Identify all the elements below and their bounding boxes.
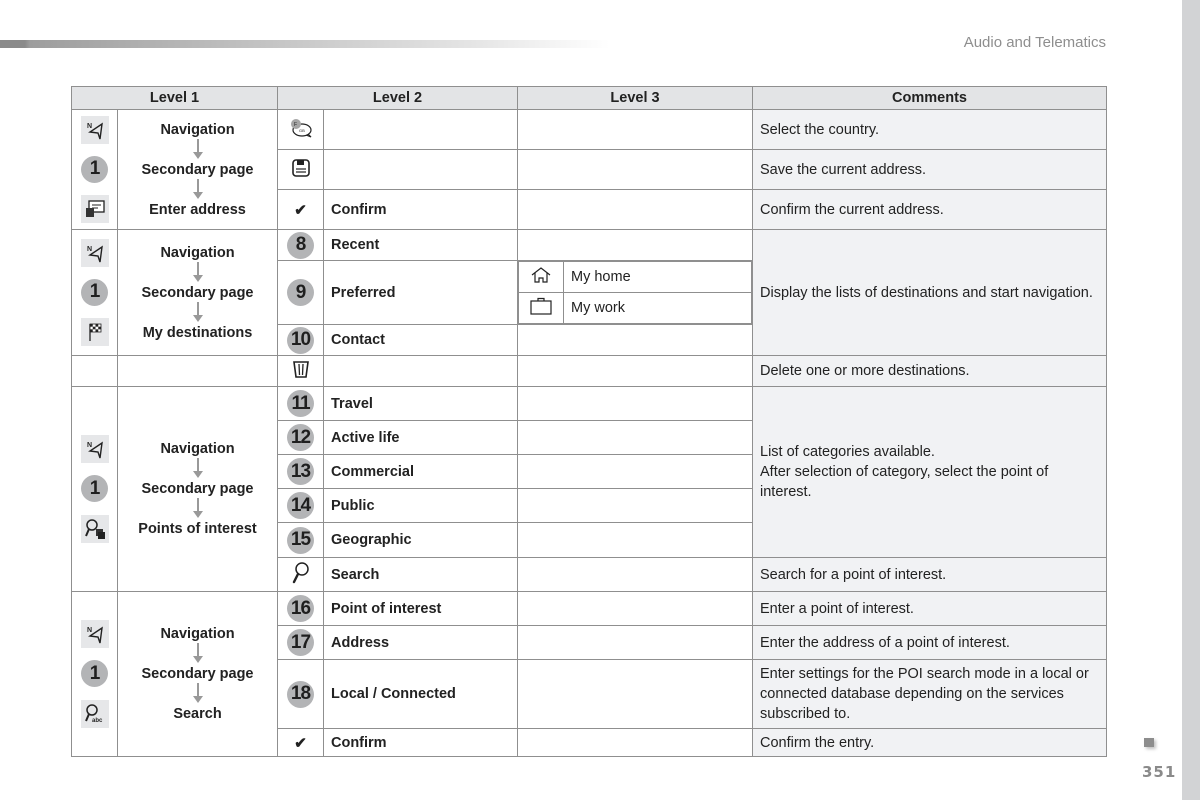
level2-icon-cell bbox=[278, 729, 324, 757]
comment-cell: Delete one or more destinations. bbox=[753, 356, 1107, 387]
level3-cell bbox=[518, 190, 753, 230]
level2-icon-cell bbox=[278, 489, 324, 523]
level2-label: Confirm bbox=[324, 729, 518, 757]
level2-icon-cell bbox=[278, 110, 324, 150]
briefcase-icon bbox=[519, 293, 564, 324]
page-edge-band bbox=[1182, 0, 1200, 800]
level2-icon-cell bbox=[278, 421, 324, 455]
navigation-compass-icon bbox=[81, 620, 109, 648]
level2-label: Local / Connected bbox=[324, 660, 518, 729]
trash-icon bbox=[292, 359, 310, 379]
level2-icon-cell bbox=[278, 558, 324, 592]
checkmark-icon: ✔ bbox=[294, 201, 307, 219]
level3-cell bbox=[518, 626, 753, 660]
table-row bbox=[72, 230, 1107, 261]
level3-cell bbox=[518, 261, 753, 325]
level1-icons bbox=[72, 110, 118, 230]
level3-cell bbox=[518, 110, 753, 150]
table-row bbox=[72, 356, 1107, 387]
level2-icon-cell bbox=[278, 387, 324, 421]
step-points-of-interest: Points of interest bbox=[138, 521, 257, 537]
column-header-level2: Level 2 bbox=[278, 87, 518, 110]
header-gradient-bar bbox=[0, 40, 610, 48]
number-badge: 13 bbox=[287, 458, 314, 485]
home-icon bbox=[519, 262, 564, 293]
level2-icon-cell bbox=[278, 626, 324, 660]
arrow-down-icon bbox=[193, 179, 203, 201]
number-badge: 17 bbox=[287, 629, 314, 656]
step-secondary-page: Secondary page bbox=[141, 284, 254, 301]
level3-cell bbox=[518, 455, 753, 489]
comment-cell: Enter a point of interest. bbox=[753, 592, 1107, 626]
comment-cell: Enter settings for the POI search mode in a local or connected database depending on the services subscribed to. bbox=[753, 660, 1107, 729]
step-my-destinations: My destinations bbox=[142, 324, 253, 341]
level3-cell bbox=[518, 150, 753, 190]
arrow-down-icon bbox=[193, 683, 203, 705]
level2-label: Travel bbox=[324, 387, 518, 421]
navigation-compass-icon bbox=[81, 116, 109, 144]
svg-text:N: N bbox=[86, 442, 92, 450]
level2-icon-cell bbox=[278, 190, 324, 230]
level2-label: Address bbox=[324, 626, 518, 660]
level3-cell bbox=[518, 729, 753, 757]
step-navigation: Navigation bbox=[160, 244, 235, 261]
number-badge: 10 bbox=[287, 327, 314, 354]
level3-cell bbox=[518, 387, 753, 421]
number-badge: 1 bbox=[81, 156, 108, 183]
level2-label: Geographic bbox=[324, 523, 518, 558]
level3-cell bbox=[518, 592, 753, 626]
level2-label: Preferred bbox=[324, 261, 518, 325]
navigation-compass-icon bbox=[81, 435, 109, 463]
step-secondary-page: Secondary page bbox=[141, 481, 254, 497]
comment-cell: Enter the address of a point of interest. bbox=[753, 626, 1107, 660]
level3-sublist bbox=[518, 261, 752, 324]
number-badge: 15 bbox=[287, 527, 314, 554]
level3-cell bbox=[518, 489, 753, 523]
floppy-save-icon bbox=[291, 158, 311, 178]
svg-text:abc: abc bbox=[91, 717, 102, 724]
level2-label: Commercial bbox=[324, 455, 518, 489]
level2-icon-cell bbox=[278, 325, 324, 356]
svg-text:F: F bbox=[293, 121, 297, 128]
level1-path bbox=[118, 387, 278, 592]
number-badge: 18 bbox=[287, 681, 314, 708]
number-badge: 9 bbox=[287, 279, 314, 306]
column-header-comments: Comments bbox=[753, 87, 1107, 110]
step-secondary-page: Secondary page bbox=[141, 161, 254, 178]
level2-icon-cell bbox=[278, 660, 324, 729]
column-header-level3: Level 3 bbox=[518, 87, 753, 110]
step-navigation: Navigation bbox=[160, 441, 235, 457]
level1-icons bbox=[72, 387, 118, 592]
checkered-flag-icon bbox=[81, 318, 109, 346]
step-navigation: Navigation bbox=[160, 121, 235, 138]
menu-table bbox=[71, 86, 1107, 757]
arrow-down-icon bbox=[193, 262, 203, 284]
number-badge: 1 bbox=[81, 660, 108, 687]
level2-icon-cell bbox=[278, 150, 324, 190]
level2-label bbox=[324, 110, 518, 150]
svg-text:N: N bbox=[86, 245, 92, 253]
level2-label: Point of interest bbox=[324, 592, 518, 626]
step-search: Search bbox=[173, 706, 222, 722]
level2-label: Public bbox=[324, 489, 518, 523]
level1-icons-empty bbox=[72, 356, 118, 387]
number-badge: 1 bbox=[81, 279, 108, 306]
poi-search-icon bbox=[81, 515, 109, 543]
level2-label: Confirm bbox=[324, 190, 518, 230]
arrow-down-icon bbox=[193, 302, 203, 324]
number-badge: 1 bbox=[81, 475, 108, 502]
svg-text:GB: GB bbox=[298, 127, 305, 133]
level1-path bbox=[118, 592, 278, 757]
arrow-down-icon bbox=[193, 643, 203, 665]
level3-cell bbox=[518, 230, 753, 261]
comment-cell: Confirm the current address. bbox=[753, 190, 1107, 230]
section-title: Audio and Telematics bbox=[963, 34, 1106, 51]
level2-icon-cell bbox=[278, 455, 324, 489]
level3-cell bbox=[518, 325, 753, 356]
level2-icon-cell bbox=[278, 261, 324, 325]
step-navigation: Navigation bbox=[160, 626, 235, 642]
arrow-down-icon bbox=[193, 139, 203, 161]
level2-icon-cell bbox=[278, 356, 324, 387]
level1-path bbox=[118, 110, 278, 230]
number-badge: 14 bbox=[287, 492, 314, 519]
level1-icons bbox=[72, 230, 118, 356]
level2-label: Search bbox=[324, 558, 518, 592]
step-enter-address: Enter address bbox=[149, 201, 246, 218]
comment-cell: Save the current address. bbox=[753, 150, 1107, 190]
list-item bbox=[519, 262, 752, 293]
table-row bbox=[72, 592, 1107, 626]
table-row bbox=[72, 110, 1107, 150]
navigation-compass-icon bbox=[81, 239, 109, 267]
level3-label: My home bbox=[564, 262, 752, 293]
level3-cell bbox=[518, 356, 753, 387]
checkmark-icon: ✔ bbox=[294, 734, 307, 752]
comment-cell: Display the lists of destinations and start navigation. bbox=[753, 230, 1107, 356]
level1-path bbox=[118, 230, 278, 356]
magnifier-icon bbox=[291, 561, 311, 585]
level2-label: Active life bbox=[324, 421, 518, 455]
level2-icon-cell bbox=[278, 523, 324, 558]
number-badge: 16 bbox=[287, 595, 314, 622]
table-header-row bbox=[72, 87, 1107, 110]
page-marker bbox=[1144, 738, 1154, 747]
step-secondary-page: Secondary page bbox=[141, 666, 254, 682]
comment-line: List of categories available. bbox=[760, 444, 935, 460]
arrow-down-icon bbox=[193, 458, 203, 480]
comment-cell: Confirm the entry. bbox=[753, 729, 1107, 757]
country-flag-bubble-icon bbox=[288, 117, 314, 139]
column-header-level1: Level 1 bbox=[72, 87, 278, 110]
list-item bbox=[519, 293, 752, 324]
comment-line: After selection of category, select the point of interest. bbox=[760, 464, 1049, 500]
number-badge: 8 bbox=[287, 232, 314, 259]
comment-cell: Search for a point of interest. bbox=[753, 558, 1107, 592]
comment-cell bbox=[753, 387, 1107, 558]
level3-cell bbox=[518, 660, 753, 729]
level2-icon-cell bbox=[278, 592, 324, 626]
enter-address-icon bbox=[81, 195, 109, 223]
level2-label: Recent bbox=[324, 230, 518, 261]
comment-cell: Select the country. bbox=[753, 110, 1107, 150]
table-row bbox=[72, 387, 1107, 421]
level3-cell bbox=[518, 421, 753, 455]
level3-cell bbox=[518, 558, 753, 592]
level2-label bbox=[324, 356, 518, 387]
svg-text:N: N bbox=[86, 123, 92, 131]
number-badge: 11 bbox=[287, 390, 314, 417]
svg-text:N: N bbox=[86, 627, 92, 635]
level3-cell bbox=[518, 523, 753, 558]
number-badge: 12 bbox=[287, 424, 314, 451]
page-number: 351 bbox=[1142, 763, 1177, 781]
level2-icon-cell bbox=[278, 230, 324, 261]
level2-label bbox=[324, 150, 518, 190]
level1-path-empty bbox=[118, 356, 278, 387]
search-abc-icon bbox=[81, 700, 109, 728]
level3-label: My work bbox=[564, 293, 752, 324]
level2-label: Contact bbox=[324, 325, 518, 356]
level1-icons bbox=[72, 592, 118, 757]
arrow-down-icon bbox=[193, 498, 203, 520]
